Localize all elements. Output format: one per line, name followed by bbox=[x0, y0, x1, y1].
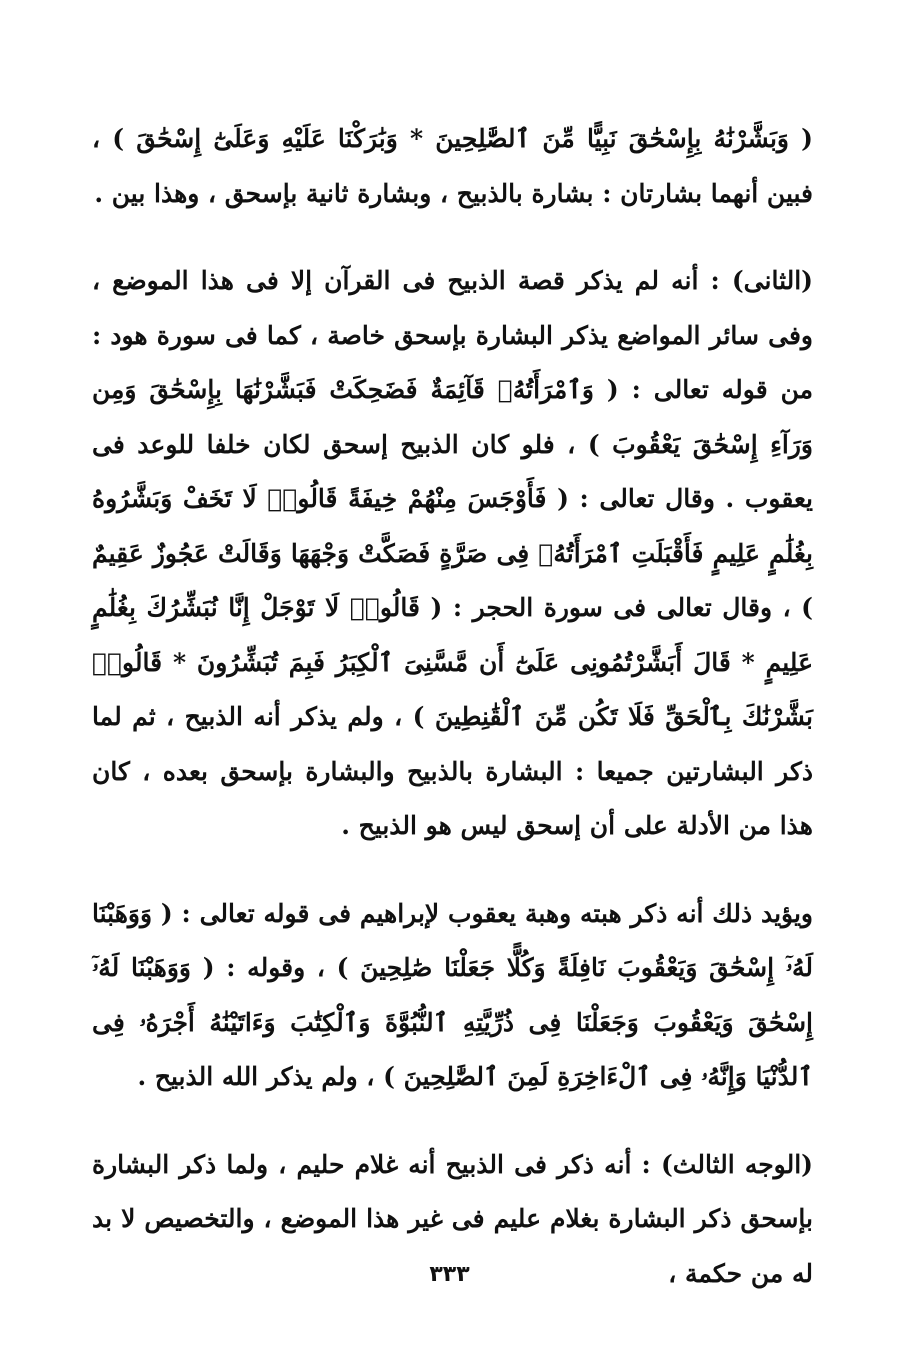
page-number: ٣٣٣ bbox=[429, 1262, 470, 1287]
page-body-text bbox=[92, 112, 813, 1301]
paragraph-1: ( وَبَشَّرْنَٰهُ بِإِسْحَٰقَ نَبِيًّا مِّنَ ٱلصَّٰلِحِينَ * وَبَٰرَكْنَا عَلَيْهِ وَعَلَىٰٓ إِسْحَٰقَ ) ، فبين أنهما بشارتان : بشارة بالذبيح ، وبشارة ثانية بإسحق ، وهذا بين . bbox=[92, 124, 813, 208]
paragraph-4: (الوجه الثالث) : أنه ذكر فى الذبيح أنه غلام حليم ، ولما ذكر البشارة بإسحق ذكر البشارة بغلام عليم فى غير هذا الموضع ، والتخصيص لا بد له من حكمة ، bbox=[92, 1149, 813, 1288]
paragraph-2: (الثانى) : أنه لم يذكر قصة الذبيح فى القرآن إلا فى هذا الموضع ، وفى سائر المواضع يذكر البشارة بإسحق خاصة ، كما فى سورة هود : من قوله تعالى : ( وَٱمْرَأَتُهُۥ قَآئِمَةٌ فَضَحِكَتْ فَبَشَّرْنَٰهَا بِإِسْحَٰقَ وَمِن وَرَآءِ إِسْحَٰقَ يَعْقُوبَ ) ، فلو كان الذبيح إسحق لكان خلفا للوعد فى يعقوب . وقال تعالى : ( فَأَوْجَسَ مِنْهُمْ خِيفَةً قَالُوا۟ لَا تَخَفْ وَبَشَّرُوهُ بِغُلَٰمٍ عَلِيمٍ فَأَقْبَلَتِ ٱمْرَأَتُهُۥ فِى صَرَّةٍ فَصَكَّتْ وَجْهَهَا وَقَالَتْ عَجُوزٌ عَقِيمٌ ) ، وقال تعالى فى سورة الحجر : ( قَالُوا۟ لَا تَوْجَلْ إِنَّا نُبَشِّرُكَ بِغُلَٰمٍ عَلِيمٍ * قَالَ أَبَشَّرْتُمُونِى عَلَىٰٓ أَن مَّسَّنِىَ ٱلْكِبَرُ فَبِمَ تُبَشِّرُونَ * قَالُوا۟ بَشَّرْنَٰكَ بِٱلْحَقِّ فَلَا تَكُن مِّنَ ٱلْقَٰنِطِينَ ) ، ولم يذكر أنه الذبيح ، ثم لما ذكر البشارتين جميعا : البشارة بالذبيح والبشارة بإسحق بعده ، كان هذا من الأدلة على أن إسحق ليس هو الذبيح . bbox=[92, 266, 813, 840]
paragraph-3: ويؤيد ذلك أنه ذكر هبته وهبة يعقوب لإبراهيم فى قوله تعالى : ( وَوَهَبْنَا لَهُۥٓ إِسْحَٰقَ وَيَعْقُوبَ نَافِلَةً وَكُلًّا جَعَلْنَا صَٰلِحِينَ ) ، وقوله : ( وَوَهَبْنَا لَهُۥٓ إِسْحَٰقَ وَيَعْقُوبَ وَجَعَلْنَا فِى ذُرِّيَّتِهِ ٱلنُّبُوَّةَ وَٱلْكِتَٰبَ وَءَاتَيْنَٰهُ أَجْرَهُۥ فِى ٱلدُّنْيَا وَإِنَّهُۥ فِى ٱلْءَاخِرَةِ لَمِنَ ٱلصَّٰلِحِينَ ) ، ولم يذكر الله الذبيح . bbox=[92, 898, 813, 1091]
